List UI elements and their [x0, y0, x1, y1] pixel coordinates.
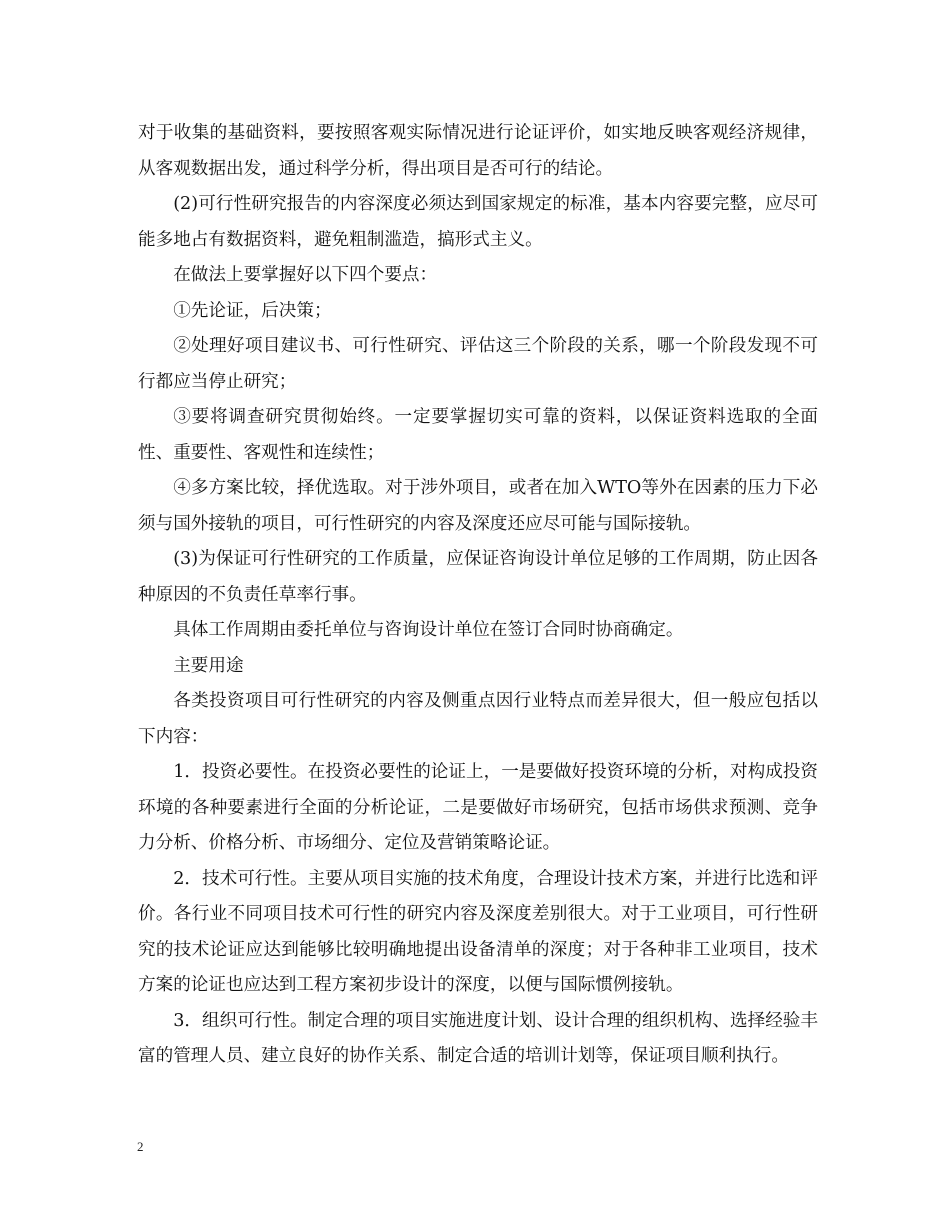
paragraph: 具体工作周期由委托单位与咨询设计单位在签订合同时协商确定。	[173, 620, 684, 640]
paragraph: 2．技术可行性。主要从项目实施的技术角度，合理设计技术方案，并进行比选和评价。各行业不同项目技术可行性的研究内容及深度差别很大。对于工业项目，可行性研究的技术论证应达到能够比较明确地提出设备清单的深度；对于各种非工业项目，技术方案的论证也应达到工程方案初步设计的深度，以便与国际惯例接轨。	[138, 868, 818, 995]
paragraph: ①先论证，后决策；	[173, 300, 332, 321]
paragraph: ③要将调查研究贯彻始终。一定要掌握切实可靠的资料，以保证资料选取的全面性、重要性、客观性和连续性；	[138, 407, 818, 463]
document-body	[138, 116, 818, 1075]
paragraph: 对于收集的基础资料，要按照客观实际情况进行论证评价，如实地反映客观经济规律，从客观数据出发，通过科学分析，得出项目是否可行的结论。	[138, 123, 818, 179]
paragraph: 1．投资必要性。在投资必要性的论证上，一是要做好投资环境的分析，对构成投资环境的各种要素进行全面的分析论证，二是要做好市场研究，包括市场供求预测、竞争力分析、价格分析、市场细分、定位及营销策略论证。	[138, 762, 818, 853]
paragraph: (2)可行性研究报告的内容深度必须达到国家规定的标准，基本内容要完整，应尽可能多地占有数据资料，避免粗制滥造，搞形式主义。	[138, 194, 818, 250]
paragraph: 3．组织可行性。制定合理的项目实施进度计划、设计合理的组织机构、选择经验丰富的管理人员、建立良好的协作关系、制定合适的培训计划等，保证项目顺利执行。	[138, 1010, 818, 1066]
section-heading: 主要用途	[173, 655, 244, 676]
page-number: 2	[137, 1139, 144, 1154]
paragraph: 在做法上要掌握好以下四个要点：	[173, 265, 438, 285]
paragraph: ④多方案比较，择优选取。对于涉外项目，或者在加入WTO等外在因素的压力下必须与国外接轨的项目，可行性研究的内容及深度还应尽可能与国际接轨。	[138, 478, 818, 534]
paragraph: (3)为保证可行性研究的工作质量，应保证咨询设计单位足够的工作周期，防止因各种原因的不负责任草率行事。	[138, 549, 818, 605]
paragraph: ②处理好项目建议书、可行性研究、评估这三个阶段的关系，哪一个阶段发现不可行都应当停止研究；	[138, 336, 818, 392]
paragraph: 各类投资项目可行性研究的内容及侧重点因行业特点而差异很大，但一般应包括以下内容：	[138, 691, 818, 747]
